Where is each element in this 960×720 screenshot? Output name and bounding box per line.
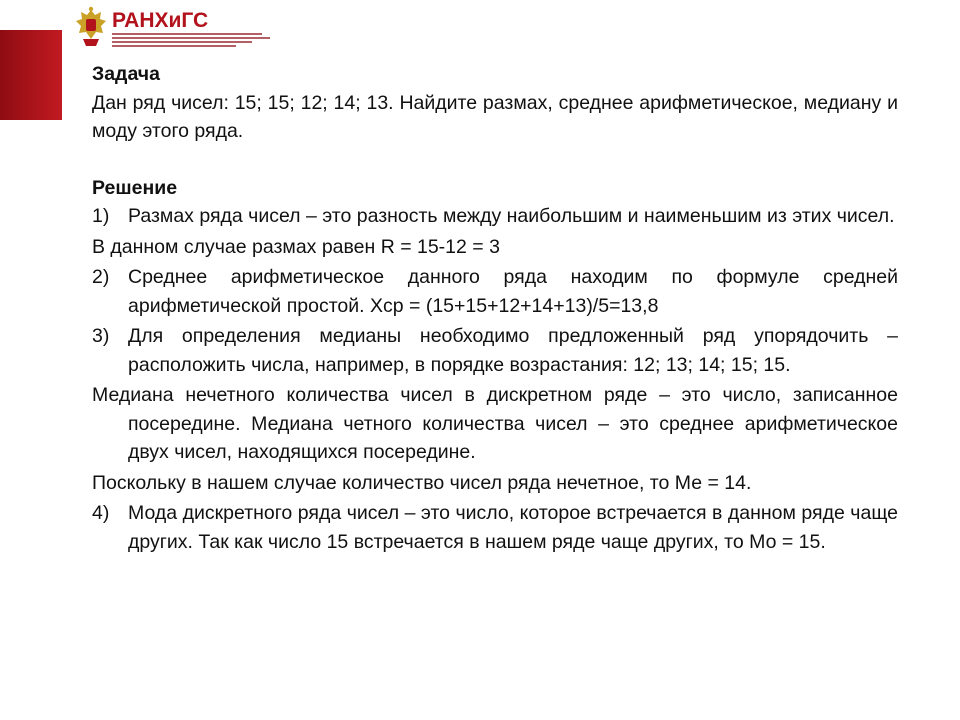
item-text: Среднее арифметическое данного ряда находим по формуле средней арифметической простой. Хср = (15+15+12+14+13)/5=13,8 bbox=[128, 266, 898, 317]
list-item bbox=[92, 263, 898, 320]
task-text: Дан ряд чисел: 15; 15; 12; 14; 13. Найдите размах, среднее арифметическое, медиану и моду этого ряда. bbox=[92, 91, 898, 142]
range-text: В данном случае размах равен R = 15-12 = 3 bbox=[92, 235, 500, 258]
eagle-emblem-icon bbox=[74, 6, 108, 48]
logo-subtitle-lines bbox=[112, 33, 272, 49]
logo bbox=[74, 6, 214, 48]
median-text: Медиана нечетного количества чисел в дискретном ряде – это число, записанное посередине. Медиана четного количества чисел – это среднее арифметическое двух чисел, находящихся посередине. bbox=[92, 384, 898, 463]
task-heading: Задача bbox=[92, 63, 160, 85]
list-item bbox=[92, 322, 898, 379]
list-item bbox=[92, 499, 898, 556]
item-number: 3) bbox=[92, 325, 110, 347]
item-text: Размах ряда чисел – это разность между наибольшим и наименьшим из этих чисел. bbox=[128, 205, 895, 227]
document-body bbox=[92, 60, 898, 558]
solution-heading: Решение bbox=[92, 176, 178, 199]
logo-name: РАНХиГС bbox=[112, 9, 209, 32]
accent-bar bbox=[0, 30, 62, 120]
median-result: Поскольку в нашем случае количество чисел ряда нечетное, то Ме = 14. bbox=[92, 471, 752, 494]
item-number: 4) bbox=[92, 502, 110, 524]
list-item bbox=[92, 202, 898, 231]
item-number: 1) bbox=[92, 205, 110, 227]
item-text: Мода дискретного ряда чисел – это число, которое встречается в данном ряде чаще других. Так как число 15 встречается в нашем ряде чаще других, то Мо = 15. bbox=[128, 502, 898, 553]
item-text: Для определения медианы необходимо предложенный ряд упорядочить – расположить числа, например, в порядке возрастания: 12; 13; 14; 15; 15. bbox=[128, 325, 898, 376]
item-number: 2) bbox=[92, 266, 110, 288]
